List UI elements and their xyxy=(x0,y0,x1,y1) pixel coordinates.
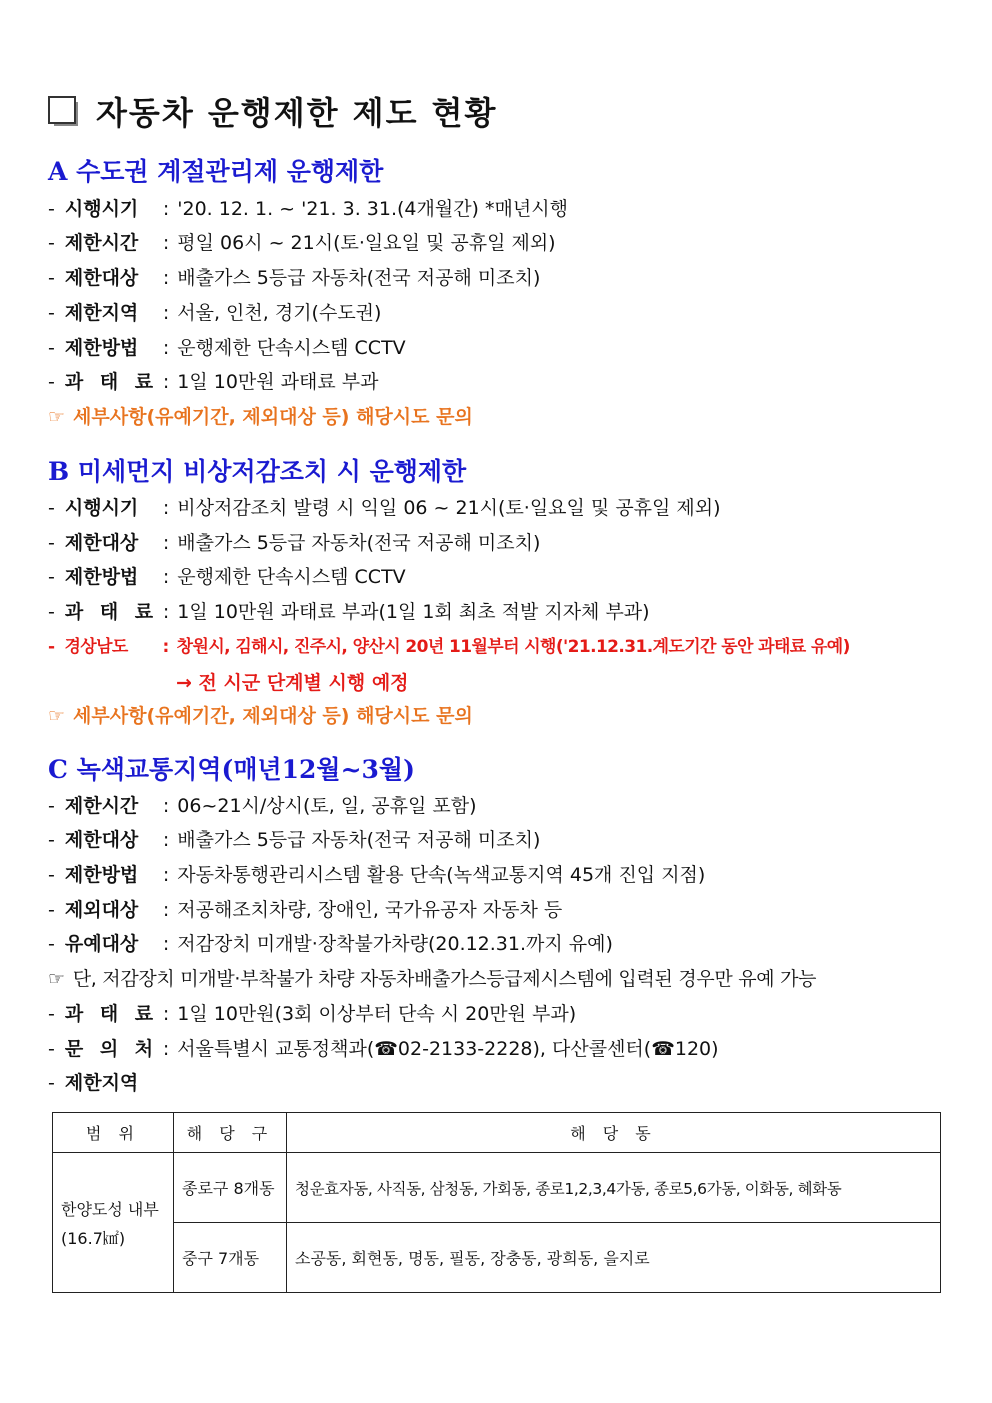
row-value: 배출가스 5등급 자동차(전국 저공해 미조치) xyxy=(177,267,541,289)
row-label: 제한시간 xyxy=(64,232,139,254)
title-row xyxy=(48,88,497,134)
row-label: 시행시기 xyxy=(64,497,139,519)
row-label: 제한지역 xyxy=(64,302,139,324)
scope-name: 한양도성 내부 xyxy=(61,1199,159,1219)
section-a-note: ☞ 세부사항(유예기간, 제외대상 등) 해당시도 문의 xyxy=(48,406,473,428)
section-c-row: - 제외대상 : 저공해조치차량, 장애인, 국가유공자 자동차 등 xyxy=(48,896,562,924)
section-a-row: - 과 태 료 : 1일 10만원 과태료 부과 xyxy=(48,368,378,396)
row-value: 1일 10만원 과태료 부과 xyxy=(177,371,379,393)
row-value: 1일 10만원 과태료 부과(1일 1회 최초 적발 지자체 부과) xyxy=(177,601,650,623)
row-value: 1일 10만원(3회 이상부터 단속 시 20만원 부과) xyxy=(177,1003,577,1025)
row-value: 자동차통행관리시스템 활용 단속(녹색교통지역 45개 진입 지점) xyxy=(177,864,706,886)
row-value: 창원시, 김해시, 진주시, 양산시 20년 11월부터 시행('21.12.31.계도기간 동안 과태료 유예) xyxy=(176,637,850,657)
row-label: 시행시기 xyxy=(64,198,139,220)
row-value: 06~21시/상시(토, 일, 공휴일 포함) xyxy=(177,795,477,817)
dong-cell: 청운효자동, 사직동, 삼청동, 가회동, 종로1,2,3,4가동, 종로5,6가동, 이화동, 혜화동 xyxy=(287,1153,941,1223)
row-label: 경상남도 xyxy=(64,637,128,657)
table-row xyxy=(53,1153,941,1223)
row-value: 배출가스 5등급 자동차(전국 저공해 미조치) xyxy=(177,829,541,851)
row-value: 저감장치 미개발·장착불가차량(20.12.31.까지 유예) xyxy=(177,933,613,955)
section-a-row: - 제한지역 : 서울, 인천, 경기(수도권) xyxy=(48,299,381,327)
row-value: '20. 12. 1. ~ '21. 3. 31.(4개월간) *매년시행 xyxy=(177,198,568,220)
section-c-heading: C 녹색교통지역(매년12월~3월) xyxy=(48,755,415,784)
section-a-row: - 시행시기 : '20. 12. 1. ~ '21. 3. 31.(4개월간) *매년시행 xyxy=(48,195,568,223)
row-label: 문 의 처 xyxy=(64,1038,159,1060)
table-header-cell: 범 위 xyxy=(53,1113,174,1153)
section-b-note: ☞ 세부사항(유예기간, 제외대상 등) 해당시도 문의 xyxy=(48,705,473,727)
section-b-row: - 제한대상 : 배출가스 5등급 자동차(전국 저공해 미조치) xyxy=(48,529,540,557)
pointing-hand-icon: ☞ xyxy=(48,406,66,428)
section-c-row: - 유예대상 : 저감장치 미개발·장착불가차량(20.12.31.까지 유예) xyxy=(48,930,613,958)
table-header-row xyxy=(53,1113,941,1153)
row-label: 제한방법 xyxy=(64,864,139,886)
section-c-row: - 제한대상 : 배출가스 5등급 자동차(전국 저공해 미조치) xyxy=(48,826,540,854)
section-b-heading: B 미세먼지 비상저감조치 시 운행제한 xyxy=(48,457,467,486)
section-b-row: - 제한방법 : 운행제한 단속시스템 CCTV xyxy=(48,563,406,591)
checkbox-square-icon xyxy=(48,96,78,126)
row-label: 제한대상 xyxy=(64,532,139,554)
section-a-row: - 제한시간 : 평일 06시 ~ 21시(토·일요일 및 공휴일 제외) xyxy=(48,229,556,257)
section-c-row: - 과 태 료 : 1일 10만원(3회 이상부터 단속 시 20만원 부과) xyxy=(48,1000,576,1028)
gu-cell: 종로구 8개동 xyxy=(174,1153,287,1223)
row-value: 평일 06시 ~ 21시(토·일요일 및 공휴일 제외) xyxy=(177,232,556,254)
restriction-zone-table xyxy=(52,1112,941,1293)
section-c-row: - 문 의 처 : 서울특별시 교통정책과(☎02-2133-2228), 다산콜센터(☎120) xyxy=(48,1035,719,1063)
section-a-row: - 제한대상 : 배출가스 5등급 자동차(전국 저공해 미조치) xyxy=(48,264,540,292)
scope-cell xyxy=(53,1153,174,1293)
row-value: 비상저감조치 발령 시 익일 06 ~ 21시(토·일요일 및 공휴일 제외) xyxy=(177,497,721,519)
scope-area: (16.7㎢) xyxy=(61,1228,126,1248)
section-a-heading: A 수도권 계절관리제 운행제한 xyxy=(48,157,384,186)
table-header-cell: 해 당 구 xyxy=(174,1113,287,1153)
row-label: 제한방법 xyxy=(64,566,139,588)
row-label: 과 태 료 xyxy=(64,1003,159,1025)
section-b-row: - 시행시기 : 비상저감조치 발령 시 익일 06 ~ 21시(토·일요일 및 공휴일 제외) xyxy=(48,494,721,522)
section-c-hand-note: ☞ 단, 저감장치 미개발·부착불가 차량 자동차배출가스등급제시스템에 입력된 경우만 유예 가능 xyxy=(48,968,817,990)
row-label: 유예대상 xyxy=(64,933,139,955)
row-value: 운행제한 단속시스템 CCTV xyxy=(177,337,406,359)
row-label: 과 태 료 xyxy=(64,601,159,623)
section-a-row: - 제한방법 : 운행제한 단속시스템 CCTV xyxy=(48,334,406,362)
section-c-row: - 제한시간 : 06~21시/상시(토, 일, 공휴일 포함) xyxy=(48,792,477,820)
row-label: 제한시간 xyxy=(64,795,139,817)
row-label: 제한방법 xyxy=(64,337,139,359)
section-b-alert-row: - 경상남도 : 창원시, 김해시, 진주시, 양산시 20년 11월부터 시행('21.12.31.계도기간 동안 과태료 유예) xyxy=(48,633,850,661)
gu-cell: 중구 7개동 xyxy=(174,1223,287,1293)
row-value: 운행제한 단속시스템 CCTV xyxy=(177,566,406,588)
row-value: 저공해조치차량, 장애인, 국가유공자 자동차 등 xyxy=(177,899,563,921)
row-label: 과 태 료 xyxy=(64,371,159,393)
row-value: 서울특별시 교통정책과(☎02-2133-2228), 다산콜센터(☎120) xyxy=(177,1038,719,1060)
section-c-area-label: - 제한지역 xyxy=(48,1072,139,1094)
table-row xyxy=(53,1223,941,1293)
section-b-followup: → 전 시군 단계별 시행 예정 xyxy=(176,672,409,694)
table-header-cell: 해 당 동 xyxy=(287,1113,941,1153)
pointing-hand-icon: ☞ xyxy=(48,705,66,727)
section-c-row: - 제한방법 : 자동차통행관리시스템 활용 단속(녹색교통지역 45개 진입 지점) xyxy=(48,861,705,889)
row-label: 제한대상 xyxy=(64,267,139,289)
pointing-hand-icon: ☞ xyxy=(48,968,65,990)
dong-cell: 소공동, 회현동, 명동, 필동, 장충동, 광희동, 을지로 xyxy=(287,1223,941,1293)
row-value: 서울, 인천, 경기(수도권) xyxy=(177,302,382,324)
page-title: 자동차 운행제한 제도 현황 xyxy=(96,94,498,132)
row-label: 제외대상 xyxy=(64,899,139,921)
section-b-row: - 과 태 료 : 1일 10만원 과태료 부과(1일 1회 최초 적발 지자체 부과) xyxy=(48,598,650,626)
row-value: 배출가스 5등급 자동차(전국 저공해 미조치) xyxy=(177,532,541,554)
row-label: 제한대상 xyxy=(64,829,139,851)
